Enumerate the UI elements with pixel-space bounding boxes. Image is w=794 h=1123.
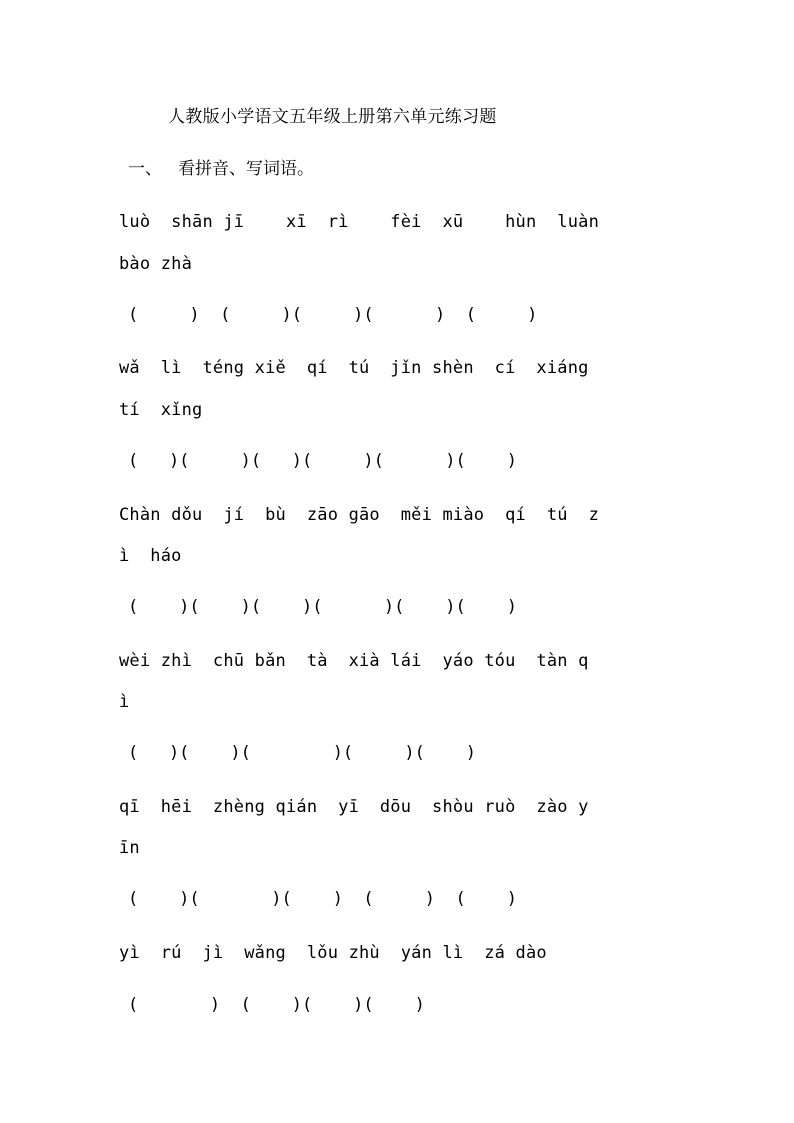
document-title: 人教版小学语文五年级上册第六单元练习题	[168, 107, 497, 127]
pinyin-line: luò shān jī xī rì fèi xū hùn luàn	[119, 212, 600, 232]
answer-blanks: ( )( )( )( )( )	[128, 743, 476, 763]
pinyin-line: wǎ lì téng xiě qí tú jǐn shèn cí xiáng	[119, 358, 589, 378]
answer-blanks: ( )( )( )( )( )( )	[128, 451, 517, 471]
answer-blanks: ( )( )( ) ( ) ( )	[128, 889, 517, 909]
answer-blanks: ( ) ( )( )( )	[128, 995, 425, 1015]
pinyin-line: yì rú jì wǎng lǒu zhù yán lì zá dào	[119, 943, 547, 963]
pinyin-line: wèi zhì chū bǎn tà xià lái yáo tóu tàn q	[119, 651, 589, 671]
answer-blanks: ( ) ( )( )( ) ( )	[128, 305, 538, 325]
pinyin-line: ì háo	[119, 546, 182, 566]
section-number: 一、	[128, 159, 162, 179]
pinyin-line: ì	[119, 692, 130, 712]
pinyin-line: īn	[119, 838, 140, 858]
pinyin-line: bào zhà	[119, 254, 193, 274]
pinyin-line: qī hēi zhèng qián yī dōu shòu ruò zào y	[119, 797, 589, 817]
section-instruction: 看拼音、写词语。	[178, 159, 314, 179]
section-heading	[128, 156, 314, 182]
pinyin-line: Chàn dǒu jí bù zāo gāo měi miào qí tú z	[119, 505, 600, 525]
answer-blanks: ( )( )( )( )( )( )	[128, 597, 517, 617]
pinyin-line: tí xǐng	[119, 400, 203, 420]
